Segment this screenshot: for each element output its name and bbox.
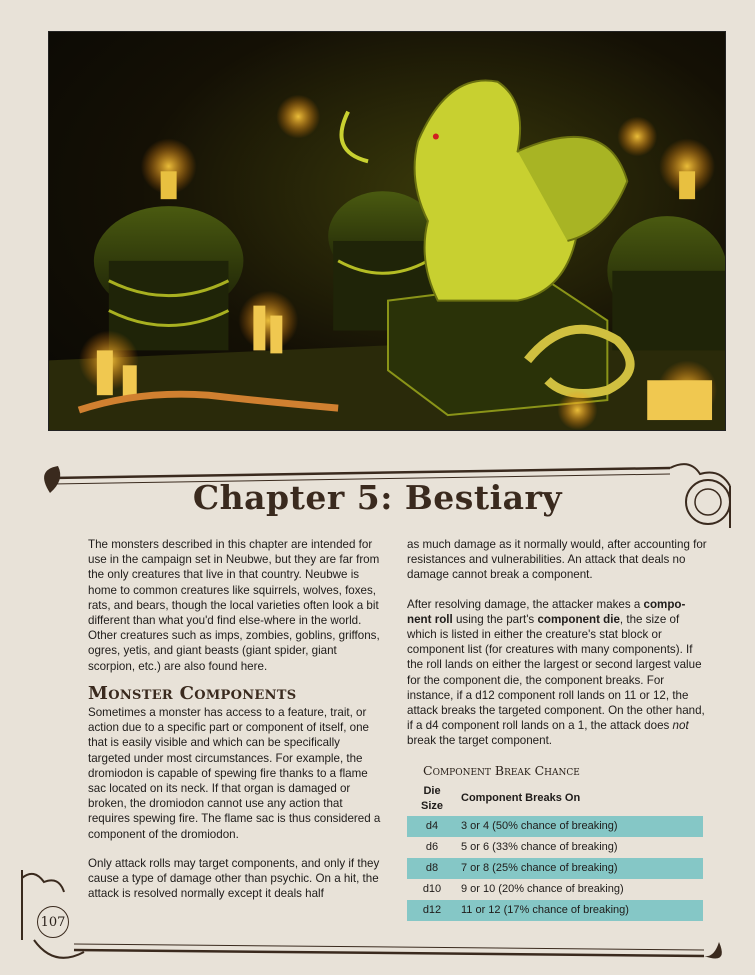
table-row: [407, 900, 703, 921]
right-urn: [607, 216, 725, 350]
table-row: [407, 858, 703, 879]
breaks-cell: 5 or 6 (33% chance of breaking): [461, 841, 618, 854]
chapter-title: Chapter 5: Bestiary: [192, 478, 563, 517]
header-die-size: Die Size: [420, 784, 443, 813]
page-number: 107: [37, 906, 69, 938]
breaks-cell: 7 or 8 (25% chance of breaking): [457, 858, 703, 879]
damage-paragraph: as much damage as it normally would, after accounting for resistances and vulnerabilities. An attack that deals no damage cannot break a component.: [407, 538, 707, 582]
emphasis-not: not: [672, 719, 689, 733]
components-paragraph: Sometimes a monster has access to a feature, trait, or action due to a specific part or component of itself, one that is easily visible and which can be specifically targeted under most circumstances. For example, the dromiodon is capable of spewing fire thanks to a flame sac located on its neck. If that organ is damaged or broken, the dromiodon cannot use any action that requires spewing fire. The flame sac is thus considered a component of the dromiodon.: [88, 706, 381, 841]
intro-paragraph: The monsters described in this chapter are intended for use in the campaign set in Neubwe, but they are far from the only creatures that live in that country. Neubwe is home to common creatures like squirrels, wolves, foxes, rats, and bears, though the local varieties often look a bit different than what you'd find else-where in the world. Other creatures such as imps, zombies, goblins, griffons, ogres, yetis, and giant beasts (giant spider, giant scorpion, etc.) are also found here.: [88, 538, 380, 673]
table-row: [407, 879, 703, 900]
chapter-illustration: [48, 31, 726, 431]
term-component-roll: compo-nent roll: [407, 597, 686, 626]
right-column: [407, 537, 707, 921]
header-component-breaks-on: Component Breaks On: [461, 792, 581, 805]
die-cell: d4: [407, 816, 457, 837]
breaks-cell: 3 or 4 (50% chance of breaking): [457, 816, 703, 837]
die-cell: d10: [422, 883, 442, 896]
table-header-row: [407, 782, 703, 816]
die-cell: d8: [407, 858, 457, 879]
breaks-cell: 11 or 12 (17% chance of breaking): [457, 900, 703, 921]
table-row: [407, 816, 703, 837]
breaks-cell: 9 or 10 (20% chance of breaking): [461, 883, 624, 896]
section-heading-monster-components: Monster Components: [88, 682, 297, 704]
table-caption: Component Break Chance: [423, 762, 580, 778]
component-roll-paragraph: After resolving damage, the attacker makes a compo-nent roll using the part's component die, the size of which is listed in either the creature's stat block or component list (for creatures with many components). If the roll lands on either the largest or second largest value for the component die, the component breaks. For instance, if a d12 component roll lands on 11 or 12, the attack breaks the targeted component. On the other hand, if a d4 component roll lands on a 1, the attack does not break the target component.: [407, 597, 705, 748]
left-urn: [94, 206, 244, 350]
table-row: [407, 837, 703, 858]
die-cell: d12: [407, 900, 457, 921]
left-column: [88, 537, 384, 915]
term-component-die: component die: [537, 612, 620, 626]
component-break-table: [407, 782, 703, 921]
die-cell: d6: [425, 841, 439, 854]
attack-rolls-paragraph: Only attack rolls may target components, and only if they cause a type of damage other than psychic. On a hit, the attack is resolved normally except it deals half: [88, 856, 380, 901]
